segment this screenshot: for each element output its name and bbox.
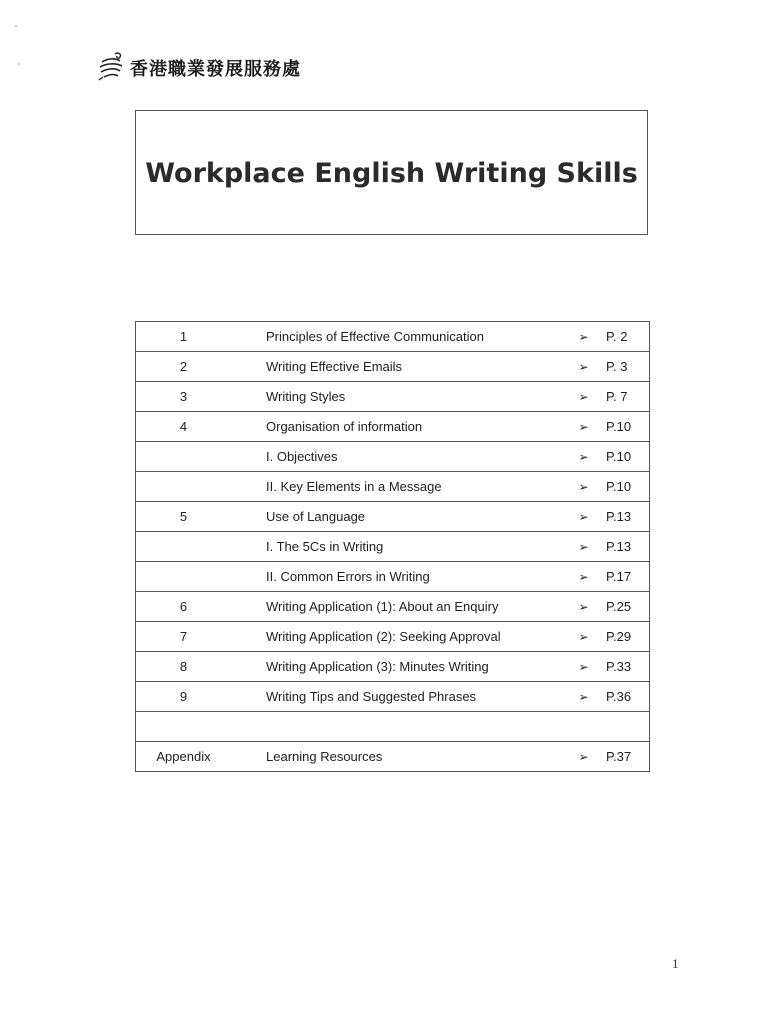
- arrow-bullet-icon: ➢: [571, 502, 596, 532]
- document-title: Workplace English Writing Skills: [145, 158, 638, 189]
- organization-logo-icon: [96, 50, 126, 86]
- toc-section-title: [231, 712, 571, 742]
- toc-row: [136, 682, 650, 712]
- toc-page-reference: P.37: [596, 742, 650, 772]
- toc-page-reference: P.10: [596, 472, 650, 502]
- toc-page-reference: P.10: [596, 412, 650, 442]
- toc-section-title: I. The 5Cs in Writing: [231, 532, 571, 562]
- arrow-bullet-icon: ➢: [571, 472, 596, 502]
- toc-page-reference: P.13: [596, 502, 650, 532]
- toc-section-number: [136, 442, 232, 472]
- arrow-bullet-icon: [571, 712, 596, 742]
- arrow-bullet-icon: ➢: [571, 652, 596, 682]
- toc-section-number: [136, 532, 232, 562]
- toc-section-number: 7: [136, 622, 232, 652]
- toc-section-number: 3: [136, 382, 232, 412]
- toc-page-reference: P.33: [596, 652, 650, 682]
- toc-section-number: Appendix: [136, 742, 232, 772]
- toc-page-reference: P.25: [596, 592, 650, 622]
- arrow-bullet-icon: ➢: [571, 562, 596, 592]
- toc-section-number: 1: [136, 322, 232, 352]
- toc-section-number: 9: [136, 682, 232, 712]
- arrow-bullet-icon: ➢: [571, 592, 596, 622]
- toc-row: [136, 712, 650, 742]
- arrow-bullet-icon: ➢: [571, 682, 596, 712]
- page-number: 1: [672, 956, 679, 971]
- toc-page-reference: P.17: [596, 562, 650, 592]
- toc-section-title: Writing Tips and Suggested Phrases: [231, 682, 571, 712]
- toc-page-reference: P. 3: [596, 352, 650, 382]
- toc-row: [136, 472, 650, 502]
- toc-row: [136, 532, 650, 562]
- toc-page-reference: [596, 712, 650, 742]
- arrow-bullet-icon: ➢: [571, 532, 596, 562]
- toc-section-title: Organisation of information: [231, 412, 571, 442]
- arrow-bullet-icon: ➢: [571, 442, 596, 472]
- toc-section-title: II. Key Elements in a Message: [231, 472, 571, 502]
- toc-row: [136, 412, 650, 442]
- toc-page-reference: P.13: [596, 532, 650, 562]
- header: [96, 50, 301, 86]
- arrow-bullet-icon: ➢: [571, 322, 596, 352]
- toc-row: [136, 622, 650, 652]
- toc-row: [136, 742, 650, 772]
- toc-section-number: 5: [136, 502, 232, 532]
- toc-page-reference: P.10: [596, 442, 650, 472]
- toc-page-reference: P.29: [596, 622, 650, 652]
- toc-section-title: Learning Resources: [231, 742, 571, 772]
- toc-section-number: [136, 472, 232, 502]
- toc-section-number: 6: [136, 592, 232, 622]
- toc-section-title: Writing Effective Emails: [231, 352, 571, 382]
- table-of-contents: [135, 321, 650, 772]
- arrow-bullet-icon: ➢: [571, 382, 596, 412]
- toc-section-title: II. Common Errors in Writing: [231, 562, 571, 592]
- toc-row: [136, 322, 650, 352]
- toc-row: [136, 442, 650, 472]
- toc-row: [136, 382, 650, 412]
- toc-page-reference: P. 2: [596, 322, 650, 352]
- arrow-bullet-icon: ➢: [571, 352, 596, 382]
- toc-section-title: Use of Language: [231, 502, 571, 532]
- toc-row: [136, 562, 650, 592]
- toc-row: [136, 352, 650, 382]
- scan-speck: [15, 25, 17, 27]
- toc-section-title: Writing Application (2): Seeking Approval: [231, 622, 571, 652]
- arrow-bullet-icon: ➢: [571, 412, 596, 442]
- toc-section-title: Writing Application (1): About an Enquiry: [231, 592, 571, 622]
- title-box: [135, 110, 648, 235]
- toc-section-title: Writing Application (3): Minutes Writing: [231, 652, 571, 682]
- arrow-bullet-icon: ➢: [571, 742, 596, 772]
- toc-row: [136, 652, 650, 682]
- toc-section-number: 4: [136, 412, 232, 442]
- toc-section-number: 2: [136, 352, 232, 382]
- toc-section-number: 8: [136, 652, 232, 682]
- scan-speck: [18, 63, 20, 65]
- toc-section-number: [136, 712, 232, 742]
- toc-section-title: Writing Styles: [231, 382, 571, 412]
- toc-section-title: Principles of Effective Communication: [231, 322, 571, 352]
- toc-section-number: [136, 562, 232, 592]
- organization-name: 香港職業發展服務處: [130, 59, 301, 80]
- toc-row: [136, 502, 650, 532]
- arrow-bullet-icon: ➢: [571, 622, 596, 652]
- toc-page-reference: P. 7: [596, 382, 650, 412]
- toc-row: [136, 592, 650, 622]
- toc-page-reference: P.36: [596, 682, 650, 712]
- toc-section-title: I. Objectives: [231, 442, 571, 472]
